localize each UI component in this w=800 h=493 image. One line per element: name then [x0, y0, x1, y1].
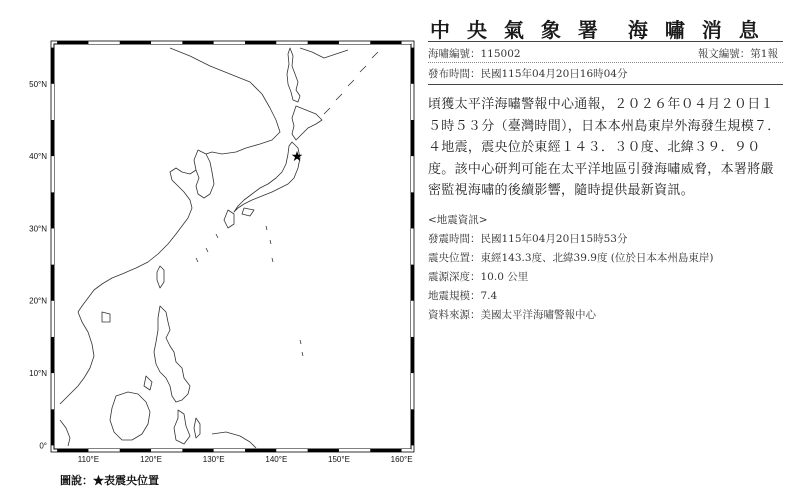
quake-depth: 震源深度：10.0 公里 [428, 271, 529, 283]
frame-tick-segment [57, 449, 88, 452]
frame-tick-segment [276, 449, 307, 452]
lon-label: 120°E [140, 455, 163, 464]
frame-tick-segment [51, 120, 54, 156]
frame-tick-segment [51, 156, 54, 192]
frame-tick-segment [411, 228, 414, 264]
frame-tick-segment [51, 373, 54, 409]
frame-tick-segment [411, 120, 414, 156]
frame-tick-segment [182, 449, 213, 452]
frame-tick-segment [402, 449, 411, 452]
latitude-labels [29, 80, 47, 451]
frame-tick-segment [214, 449, 245, 452]
longitude-labels [78, 455, 413, 464]
bulletin-body: 頃獲太平洋海嘯警報中心通報，２０２６年０４月２０日１５時５３分（臺灣時間），日本本州島東岸外海發生規模７．４地震，震央位於東經１４３．３０度、北緯３９．９０度。該中心研判可能在太平洋地區引發海嘯威脅，本署將嚴密監視海嘯的後續影響，隨時提供最新資訊。 [428, 97, 781, 198]
title-divider [428, 41, 783, 42]
frame-tick-segment [276, 41, 307, 44]
frame-tick-segment [308, 449, 339, 452]
frame-tick-segment [339, 41, 370, 44]
frame-tick-segment [57, 41, 88, 44]
frame-tick-segment [411, 265, 414, 301]
lat-label: 40°N [29, 152, 47, 162]
frame-tick-segment [51, 301, 54, 337]
frame-tick-segment [308, 41, 339, 44]
data-source: 資料來源：美國太平洋海嘯警報中心 [428, 309, 596, 321]
epicenter-star-icon: ★ [290, 148, 304, 165]
lat-label: 10°N [29, 369, 47, 379]
lat-label: 20°N [29, 296, 47, 306]
frame-tick-segment [120, 449, 151, 452]
lon-label: 130°E [202, 455, 225, 464]
meta-divider [428, 62, 783, 63]
frame-tick-segment [51, 265, 54, 301]
frame-tick-segment [51, 192, 54, 228]
frame-tick-segment [51, 84, 54, 120]
frame-tick-segment [245, 449, 276, 452]
lon-label: 110°E [77, 455, 100, 464]
quake-location: 震央位置：東經143.3度、北緯39.9度 (位於日本本州島東岸) [428, 252, 714, 264]
frame-tick-segment [88, 41, 119, 44]
frame-tick-segment [51, 337, 54, 373]
lon-label: 140°E [265, 455, 288, 464]
frame-tick-segment [51, 409, 54, 445]
frame-tick-segment [214, 41, 245, 44]
frame-tick-segment [411, 156, 414, 192]
frame-tick-segment [245, 41, 276, 44]
quake-time: 發震時間：民國115年04月20日15時53分 [428, 233, 628, 245]
map-caption: 圖說：★表震央位置 [60, 474, 159, 487]
frame-tick-segment [411, 409, 414, 445]
frame-tick-segment [370, 41, 401, 44]
frame-tick-segment [151, 449, 182, 452]
frame-tick-segment [339, 449, 370, 452]
frame-tick-segment [120, 41, 151, 44]
lat-label: 50°N [29, 79, 47, 89]
map-frame [54, 44, 411, 449]
tsunami-number: 海嘯編號：115002 [428, 48, 521, 60]
lon-label: 160°E [390, 455, 413, 464]
frame-tick-segment [51, 228, 54, 264]
frame-tick-segment [411, 84, 414, 120]
frame-tick-segment [402, 41, 411, 44]
frame-tick-segment [182, 41, 213, 44]
frame-tick-segment [51, 48, 54, 84]
frame-tick-segment [151, 41, 182, 44]
frame-tick-segment [411, 48, 414, 84]
lon-label: 150°E [328, 455, 350, 464]
quake-info-heading: <地震資訊> [428, 214, 488, 226]
report-number: 報文編號：第1報 [697, 48, 778, 60]
quake-magnitude: 地震規模：7.4 [428, 290, 498, 302]
frame-tick-segment [411, 301, 414, 337]
lat-label: 0° [39, 441, 47, 451]
frame-tick-segment [370, 449, 401, 452]
issue-time: 發布時間：民國115年04月20日16時04分 [428, 68, 628, 80]
lat-label: 30°N [29, 224, 47, 234]
frame-tick-segment [411, 337, 414, 373]
bulletin-title: 中 央 氣 象 署 海 嘯 消 息 [430, 18, 764, 42]
frame-tick-segment [411, 192, 414, 228]
frame-tick-segment [88, 449, 119, 452]
frame-tick-segment [411, 373, 414, 409]
body-divider [428, 84, 783, 85]
